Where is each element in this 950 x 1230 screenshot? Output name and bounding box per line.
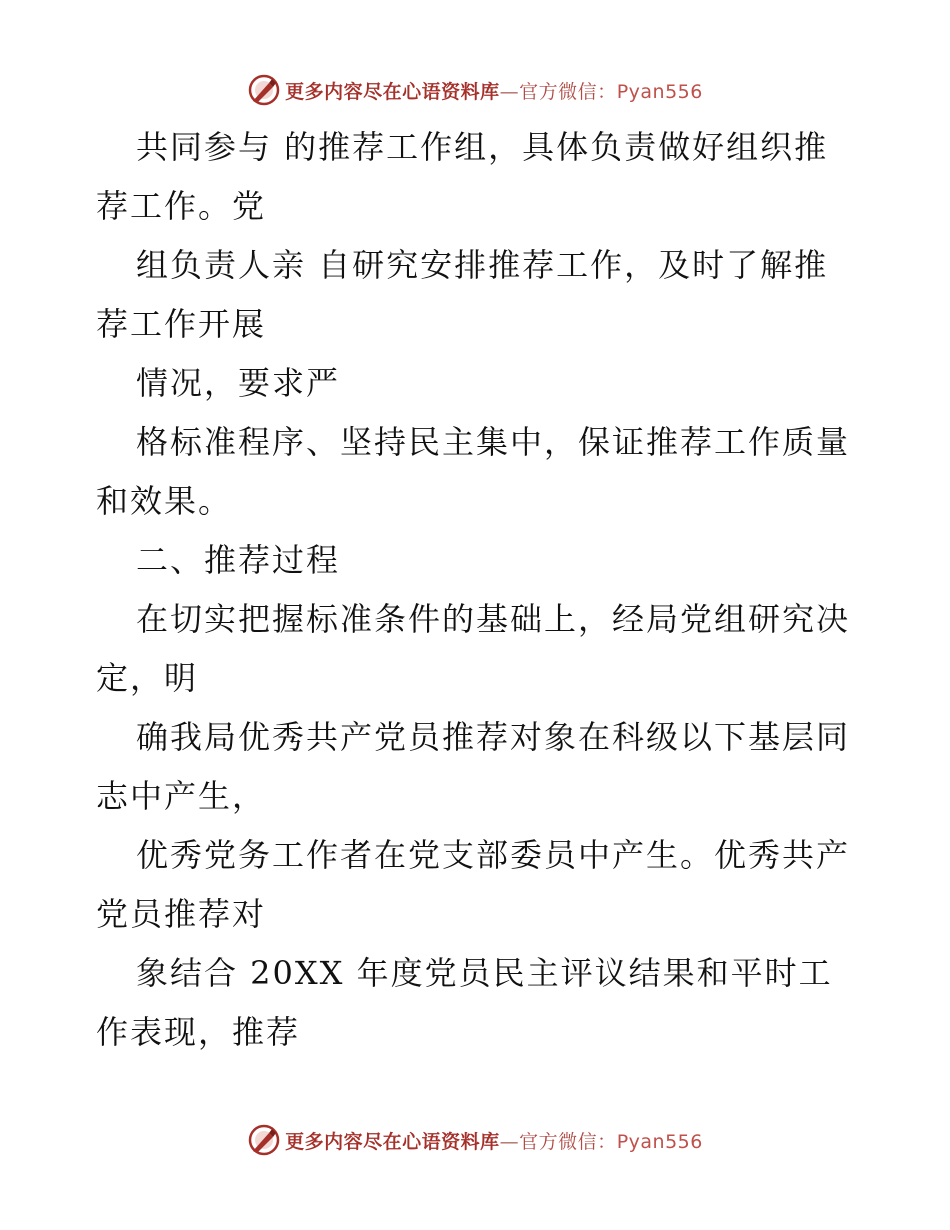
banner-brand: 更多内容尽在心语资料库 [285,80,500,103]
document-body [96,118,856,1062]
banner-brand: 更多内容尽在心语资料库 [285,1130,500,1153]
paragraph: 优秀党务工作者在党支部委员中产生。优秀共产党员推荐对 [96,836,851,933]
paragraph: 共同参与 的推荐工作组，具体负责做好组织推荐工作。党 [96,128,829,225]
banner-wechat-label: 官方微信： [519,1130,617,1153]
paragraph: 组负责人亲 自研究安排推荐工作，及时了解推荐工作开展 [96,246,829,343]
banner-text [285,77,703,104]
paragraph: 象结合 20XX 年度党员民主评议结果和平时工作表现，推荐 [96,954,833,1051]
paragraph: 确我局优秀共产党员推荐对象在科级以下基层同志中产生， [96,718,851,815]
banner-wechat-id: Pyan556 [616,80,703,103]
pen-logo-icon [247,1123,281,1157]
banner-wechat-label: 官方微信： [519,80,617,103]
banner-dash: — [499,1130,520,1153]
footer-banner [0,1120,950,1160]
paragraph: 情况，要求严 [136,364,341,402]
banner-text [285,1127,703,1154]
paragraph: 在切实把握标准条件的基础上，经局党组研究决定，明 [96,600,851,697]
header-banner [0,70,950,110]
paragraph: 格标准程序、坚持民主集中，保证推荐工作质量和效果。 [96,423,851,520]
section-heading: 二、推荐过程 [136,541,341,579]
banner-wechat-id: Pyan556 [616,1130,703,1153]
banner-dash: — [499,80,520,103]
pen-logo-icon [247,73,281,107]
